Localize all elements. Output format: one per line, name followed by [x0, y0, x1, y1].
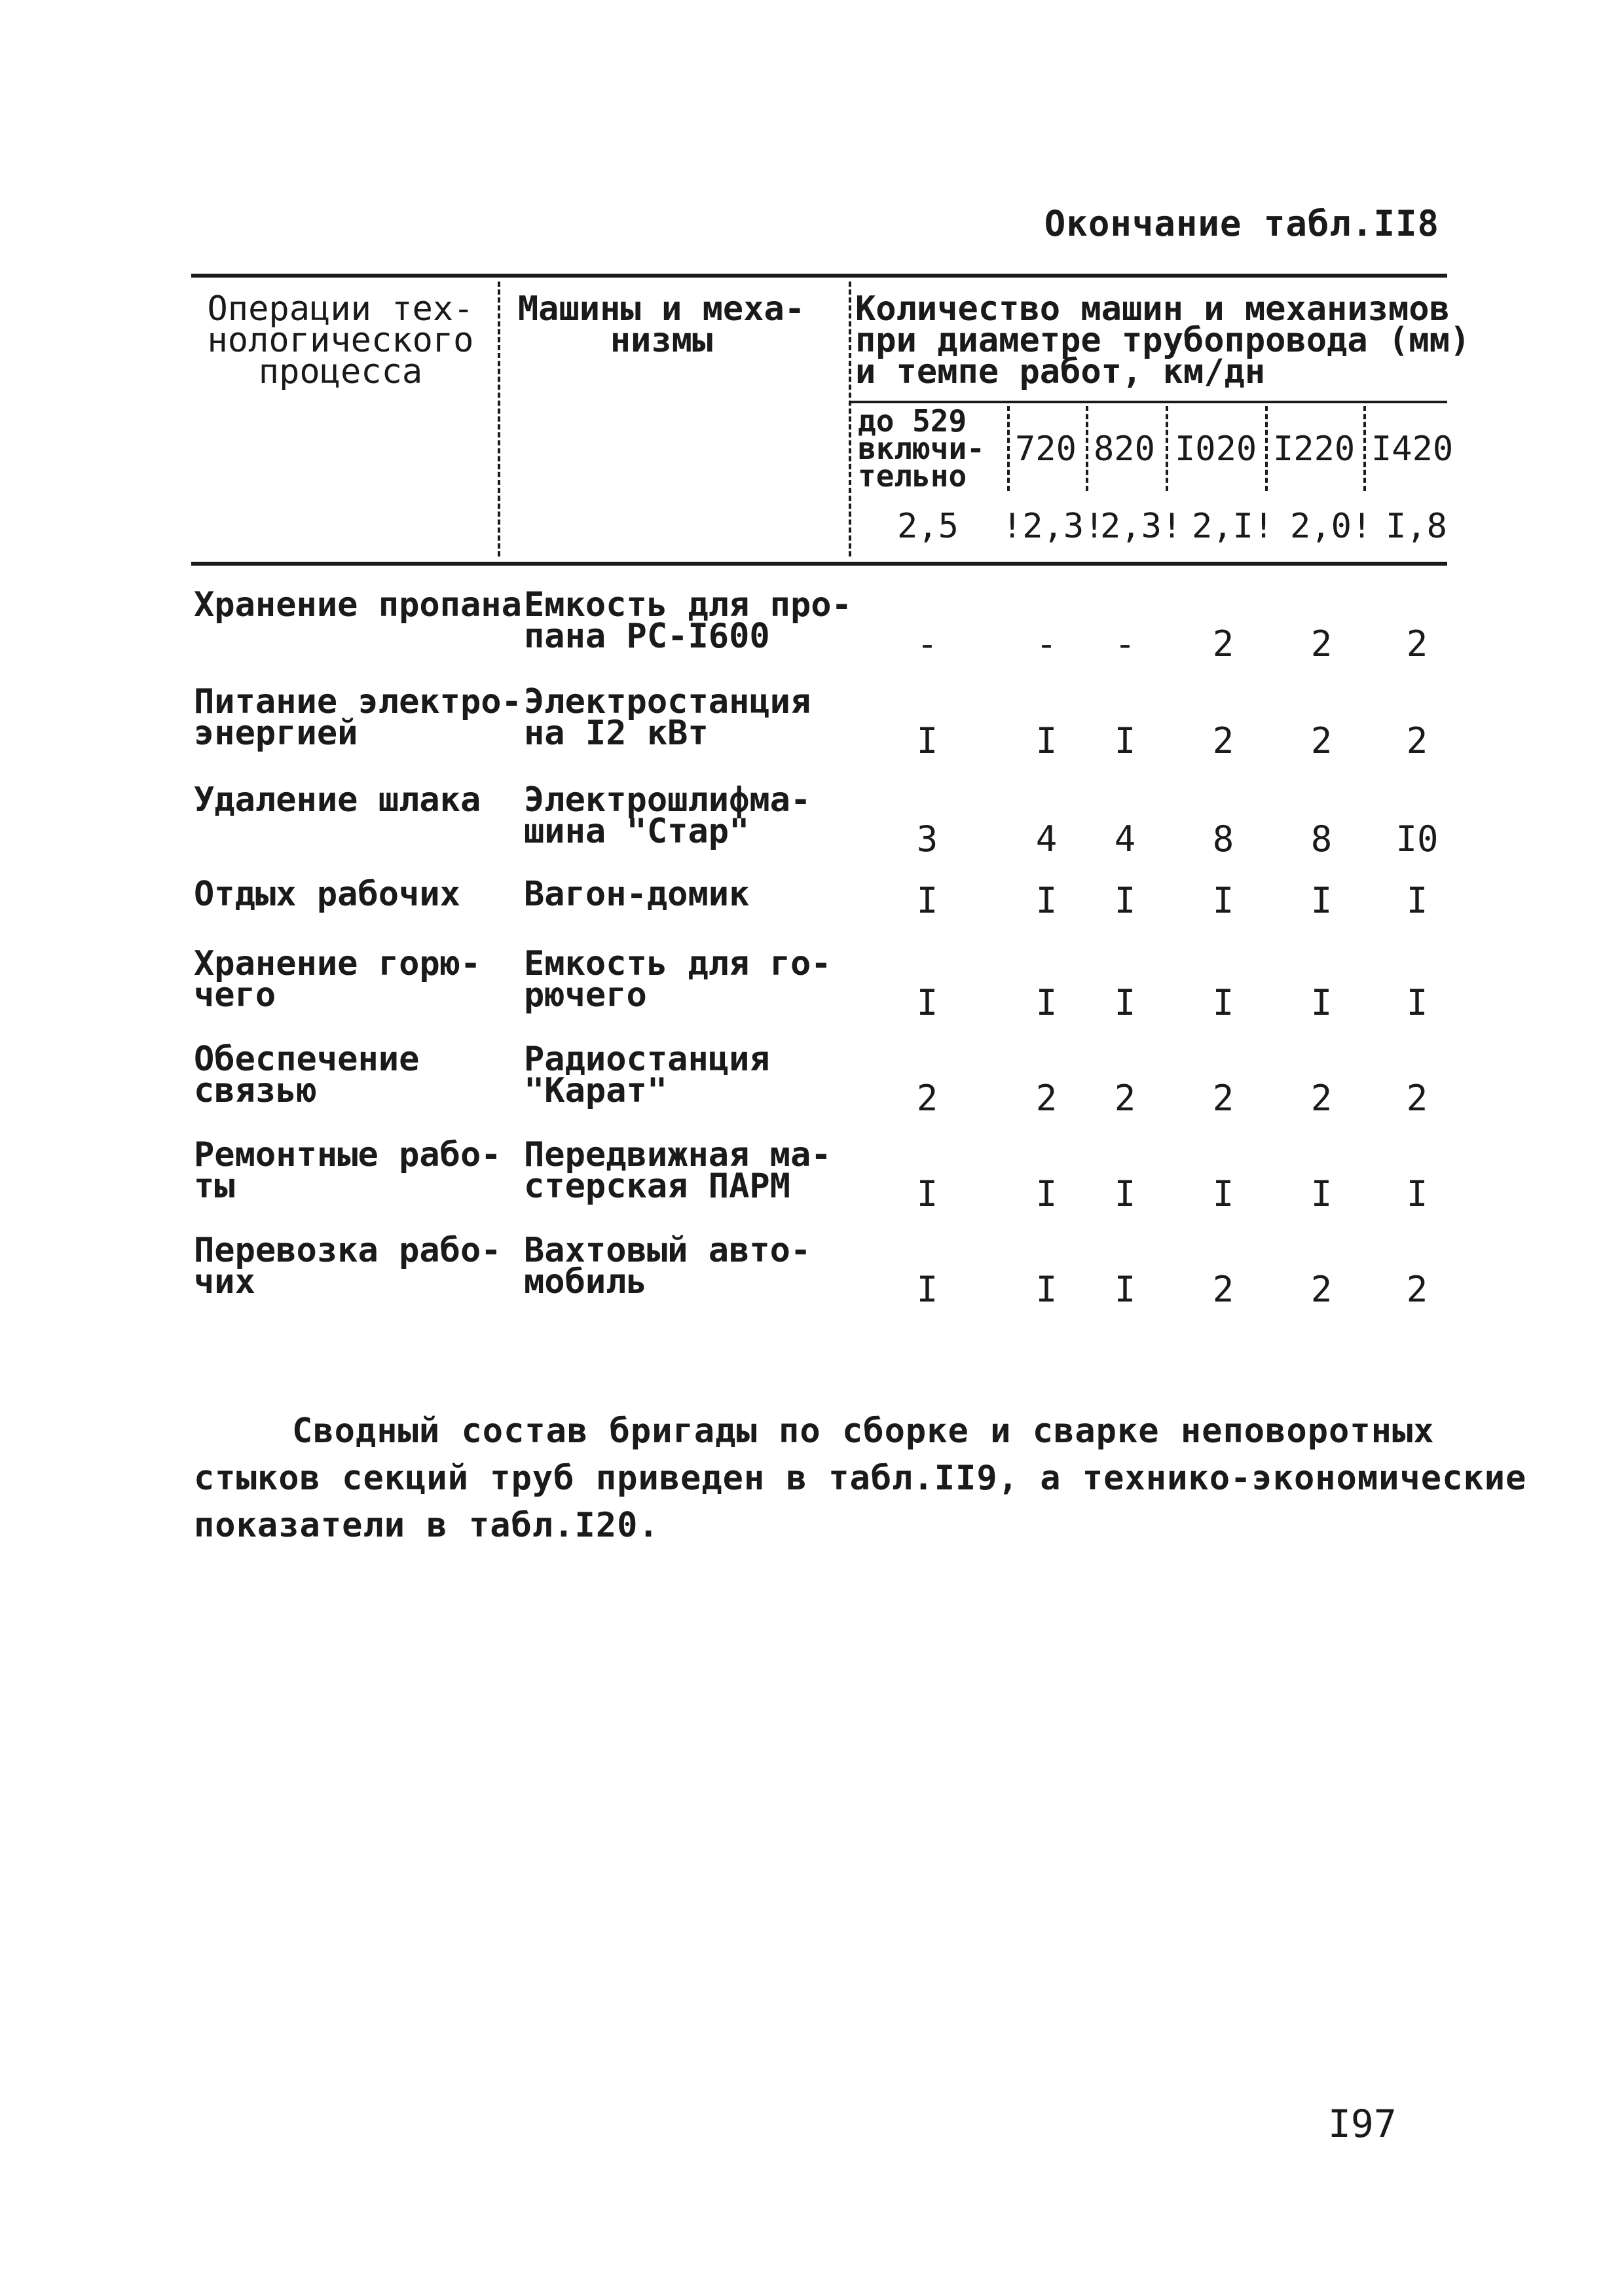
row-operation-line: Ремонтные рабо- [194, 1135, 502, 1175]
diameter-1020: I020 [1175, 429, 1257, 469]
row-operation-line: Питание электро- [194, 682, 522, 721]
diameter-divider-1 [1007, 406, 1010, 491]
row-value: 2 [1406, 1078, 1428, 1119]
row-value: I [1310, 982, 1333, 1023]
row-operation-line: Хранение горю- [194, 944, 481, 983]
row-machine [524, 1231, 811, 1302]
row-operation [194, 682, 522, 753]
header-quantity [855, 289, 1471, 392]
tempo-5: 2,0! [1290, 507, 1373, 546]
row-machine-line: рючего [524, 975, 647, 1015]
row-operation-line: чего [194, 975, 276, 1015]
row-machine-line: Емкость для го- [524, 944, 832, 983]
row-machine-line: Передвижная ма- [524, 1135, 832, 1175]
row-operation-line: Перевозка рабо- [194, 1231, 502, 1270]
row-value: 2 [1310, 623, 1333, 665]
row-machine [524, 875, 750, 914]
row-value: I [1406, 1173, 1428, 1214]
row-value: I [1114, 1269, 1136, 1310]
row-operation-line: ты [194, 1167, 235, 1206]
diameter-line: включи- [858, 431, 985, 466]
row-value: I [1035, 982, 1058, 1023]
diameter-divider-4 [1265, 406, 1268, 491]
row-value: I [1212, 880, 1234, 921]
row-machine-line: Вахтовый авто- [524, 1231, 811, 1270]
row-operation-line: энергией [194, 714, 358, 753]
row-machine-line: мобиль [524, 1262, 647, 1302]
row-value: I [1212, 982, 1234, 1023]
diameter-divider-2 [1086, 406, 1088, 491]
header-machines-line: Машины и меха- [517, 289, 805, 329]
header-machines-line: низмы [610, 321, 713, 360]
row-value: 2 [1406, 1269, 1428, 1310]
row-operation [194, 1040, 420, 1110]
row-value: - [1035, 623, 1058, 665]
header-bottom-rule [191, 562, 1447, 566]
row-value: I [1212, 1173, 1234, 1214]
diameter-1420: I420 [1371, 429, 1454, 469]
row-value: I [1114, 880, 1136, 921]
diameter-720: 720 [1015, 429, 1077, 469]
header-operations [196, 289, 485, 392]
diameter-divider-5 [1363, 406, 1366, 491]
row-machine-line: Электростанция [524, 682, 811, 721]
row-machine-line: Емкость для про- [524, 585, 852, 625]
tempo-3: 2,3! [1100, 507, 1183, 546]
row-machine [524, 944, 832, 1015]
summary-paragraph [194, 1408, 1526, 1549]
row-value: I [1406, 982, 1428, 1023]
row-value: I [916, 880, 938, 921]
row-value: 2 [1406, 623, 1428, 665]
row-value: 2 [1406, 720, 1428, 761]
row-operation [194, 944, 481, 1015]
header-operations-line: Операции тех- [207, 289, 474, 329]
header-machines [517, 289, 805, 360]
row-value: I [916, 982, 938, 1023]
row-operation [194, 1231, 502, 1302]
row-value: 4 [1114, 818, 1136, 860]
row-machine-line: стерская ПАРМ [524, 1167, 790, 1206]
row-value: I [1114, 1173, 1136, 1214]
row-value: I0 [1395, 818, 1439, 860]
row-machine-line: Электрошлифма- [524, 780, 811, 820]
paragraph-line: стыков секций труб приведен в табл.II9, а технико-экономические [194, 1459, 1527, 1498]
row-value: 2 [1212, 1269, 1234, 1310]
row-machine-line: Радиостанция [524, 1040, 770, 1079]
table-caption: Окончание табл.II8 [1044, 203, 1439, 244]
header-quantity-line: при диаметре трубопровода (мм) [855, 321, 1471, 360]
row-machine-line: Вагон-домик [524, 875, 750, 914]
row-value: I [916, 720, 938, 761]
row-operation-line: Обеспечение [194, 1040, 420, 1079]
row-operation-line: Хранение пропана [194, 585, 522, 625]
row-value: I [916, 1269, 938, 1310]
row-value: 8 [1310, 818, 1333, 860]
page-number: I97 [1328, 2102, 1397, 2146]
tempo-1: 2,5 [897, 507, 959, 546]
row-value: 2 [1310, 720, 1333, 761]
row-operation-line: связью [194, 1071, 317, 1110]
row-value: I [1035, 880, 1058, 921]
row-value: 2 [1114, 1078, 1136, 1119]
row-machine [524, 1040, 770, 1110]
diameter-820: 820 [1094, 429, 1155, 469]
column-divider-2 [849, 282, 851, 556]
row-machine-line: пана РС-I600 [524, 617, 770, 656]
row-value: I [1035, 720, 1058, 761]
row-value: 2 [916, 1078, 938, 1119]
row-value: 2 [1310, 1269, 1333, 1310]
row-value: I [1114, 982, 1136, 1023]
row-machine-line: шина "Стар" [524, 812, 750, 851]
row-value: - [1114, 623, 1136, 665]
row-machine [524, 585, 852, 656]
row-value: I [1114, 720, 1136, 761]
row-value: I [1310, 880, 1333, 921]
row-value: I [1035, 1269, 1058, 1310]
row-value: I [916, 1173, 938, 1214]
row-operation [194, 875, 460, 914]
row-value: 3 [916, 818, 938, 860]
row-machine [524, 1135, 832, 1206]
tempo-6: I,8 [1386, 507, 1447, 546]
row-value: 8 [1212, 818, 1234, 860]
header-quantity-line: Количество машин и механизмов [855, 289, 1450, 329]
row-machine-line: на I2 кВт [524, 714, 709, 753]
row-value: 2 [1212, 623, 1234, 665]
row-operation-line: Отдых рабочих [194, 875, 460, 914]
row-operation [194, 780, 481, 820]
row-machine [524, 780, 811, 851]
row-operation-line: Удаление шлака [194, 780, 481, 820]
diameter-1220: I220 [1273, 429, 1356, 469]
row-machine-line: "Карат" [524, 1071, 668, 1110]
header-quantity-line: и темпе работ, км/дн [855, 352, 1266, 392]
row-operation [194, 585, 522, 625]
diameter-line: до 529 [858, 403, 967, 439]
row-value: I [1035, 1173, 1058, 1214]
tempo-2: !2,3! [1002, 507, 1105, 546]
row-value: 2 [1212, 720, 1234, 761]
row-machine [524, 682, 811, 753]
paragraph-line: показатели в табл.I20. [194, 1506, 659, 1545]
row-value: I [1310, 1173, 1333, 1214]
paragraph-line: Сводный состав бригады по сборке и сварке неповоротных [292, 1412, 1435, 1451]
tempo-4: 2,I! [1192, 507, 1274, 546]
column-divider-1 [498, 282, 500, 556]
table-top-rule [191, 274, 1447, 278]
row-value: I [1406, 880, 1428, 921]
diameter-divider-3 [1166, 406, 1168, 491]
row-value: 2 [1035, 1078, 1058, 1119]
row-value: 2 [1212, 1078, 1234, 1119]
row-operation [194, 1135, 502, 1206]
row-value: - [916, 623, 938, 665]
header-operations-line: процесса [258, 352, 423, 392]
diameter-line: тельно [858, 458, 967, 494]
diameter-up-to-529 [858, 403, 985, 494]
row-value: 2 [1310, 1078, 1333, 1119]
row-operation-line: чих [194, 1262, 255, 1302]
row-value: 4 [1035, 818, 1058, 860]
header-operations-line: нологического [207, 321, 474, 360]
